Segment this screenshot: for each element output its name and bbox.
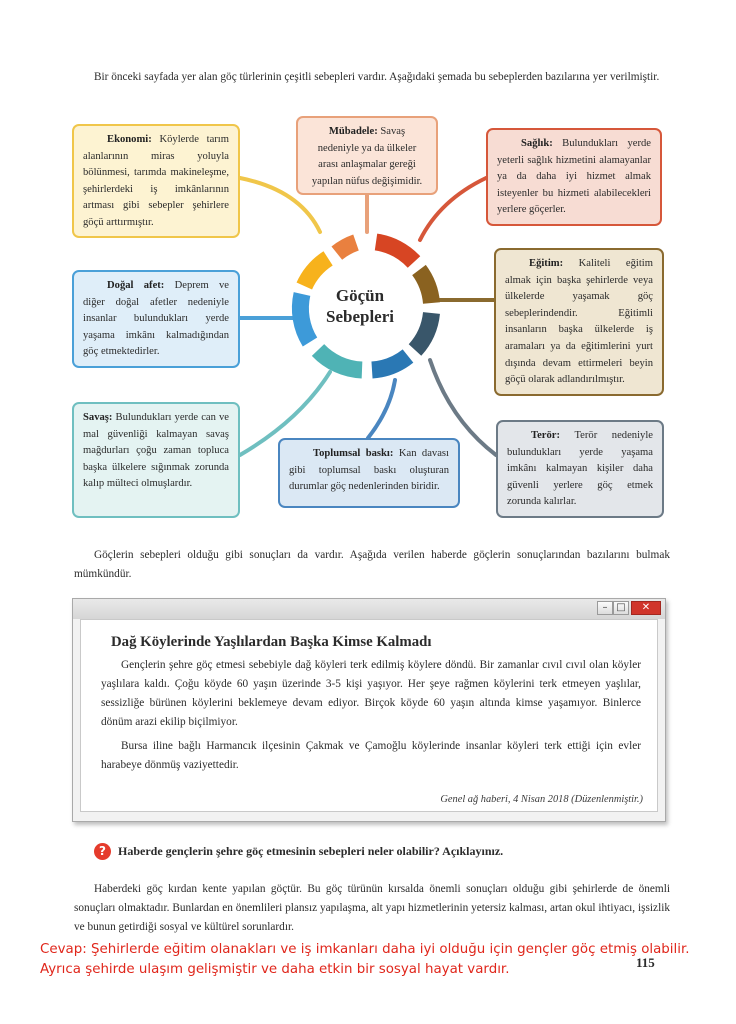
news-body [80, 619, 658, 812]
news-text [101, 656, 641, 775]
window-titlebar [73, 599, 665, 619]
news-paragraph-2: Bursa iline bağlı Harmancık ilçesinin Çakmak ve Çamoğlu köylerinde insanlar köyleri terk ettiği için evler harabeye dönmüş vaziyettedir. [101, 740, 641, 771]
cause-title: Doğal afet: [107, 280, 165, 291]
ring-segment-teror [415, 313, 432, 350]
cause-text: Kan davası gibi toplumsal baskı oluşturan durumlar göç nedenlerinden biridir. [289, 448, 449, 493]
minimize-button[interactable]: – [597, 601, 613, 615]
question-text: Haberde gençlerin şehre göç etmesinin sebepleri neler olabilir? Açıklayınız. [118, 844, 504, 858]
cause-box-egitim [494, 248, 664, 396]
results-intro-paragraph: Göçlerin sebepleri olduğu gibi sonuçları da vardır. Aşağıda verilen haberde göçlerin sonuçlarından bazılarını bulmak mümkündür. [74, 549, 670, 580]
maximize-button[interactable]: □ [613, 601, 629, 615]
cause-box-toplumsal-baski [278, 438, 460, 508]
ring-segment-egitim [419, 270, 432, 303]
ring-segment-mubadele [337, 243, 356, 254]
ring-segment-saglik [376, 242, 414, 262]
news-title: Dağ Köylerinde Yaşlılardan Başka Kimse Kalmadı [111, 634, 432, 650]
cause-box-savas [72, 402, 240, 518]
intro-paragraph: Bir önceki sayfada yer alan göç türlerinin çeşitli sebepleri vardır. Aşağıdaki şemada bu sebeplerden bazılarına yer verilmiştir. [94, 71, 660, 83]
cause-title: Mübadele: [328, 126, 378, 137]
cause-text: Bulundukları yerde can ve mal güvenliği kalmayan savaş mağdurları çoğu zaman topluca başka ülkelere sığınmak zorunda kalıp mülteci olmuşlardır. [83, 412, 229, 490]
hub-title-line1: Göçün [335, 286, 385, 305]
cause-title: Terör: [531, 430, 561, 441]
cause-title: Eğitim: [529, 258, 564, 269]
cause-title: Ekonomi: [107, 134, 152, 145]
ring-segment-savas [318, 350, 362, 370]
news-window [72, 598, 666, 822]
cause-text: Terör nedeniyle bulundukları yerde yaşama imkânı kalmayan kişiler daha güvenli yerlere göç etmek zorunda kalırlar. [507, 430, 653, 508]
hub-title-line2: Sebepleri [326, 307, 394, 326]
cause-text: Deprem ve diğer doğal afetler nedeniyle insanlar bulundukları yerde yaşama imkânı kalmadığından göç etmektedirler. [83, 280, 229, 358]
question-icon: ? [94, 843, 111, 860]
cause-text: Bulundukları yerde yeterli sağlık hizmetini alamayanlar ya da daha iyi hizmet almak isteyenler bu hizmeti alabilecekleri yerlere göçerler. [497, 138, 651, 216]
results-paragraph: Haberdeki göç kırdan kente yapılan göçtür. Bu göç türünün kırsalda önemli sonuçları olduğu gibi şehirlerde de önemli sonuçları olmaktadır. Bunlardan en önemlileri plansız yapılaşma, alt yapı hizmetlerinin yetersiz kalması, artan okul ihtiyacı, işsizlik ve bunun getirdiği sosyal ve kültürel sorunlardır. [74, 883, 670, 933]
news-source: Genel ağ haberi, 4 Nisan 2018 (Düzenlenmiştir.) [440, 794, 643, 805]
cause-box-teror [496, 420, 664, 518]
cause-title: Sağlık: [521, 138, 553, 149]
cause-text: Kaliteli eğitim almak için başka şehirlerde veya ülkelerde yaşamak göç sebeplerindendir. Eğitimli insanların başka ülkelerde iş aramaları ya da eğitimlerini yurt dışında devam ettirmeleri beyin göçü olarak adlandırılmıştır. [505, 258, 653, 386]
cause-text: Savaş nedeniyle ya da ülkeler arası anlaşmalar gereği yapılan nüfus değişimidir. [311, 126, 423, 187]
ring-segment-dogal [300, 294, 310, 342]
diagram-hub [316, 262, 404, 350]
news-paragraph-1: Gençlerin şehre göç etmesi sebebiyle dağ köyleri terk edilmiş köylere döndü. Bir zamanlar cıvıl cıvıl olan köyler yaşlılara kaldı. Çoğu köyde 60 yaşın üzerinde 3-5 kişi yaşıyor. Her şeye rağmen köylerini terk etmeyen yaşlılar, sessizliğe bürünen köylerini beklemeye devam ediyor. Birçok köyde 60 yaşın altında kimse yaşamıyor. Binlerce dönüm arazi ekilip biçilmiyor. [101, 659, 641, 728]
cause-title: Toplumsal baskı: [313, 448, 394, 459]
cause-text: Köylerde tarım alanlarının miras yoluyla bölünmesi, tarımda makineleşme, şehirlerdeki iş imkânlarının artması gibi sebepler şehirlere göçü arttırmıştır. [83, 134, 229, 228]
cause-title: Savaş: [83, 412, 113, 423]
connector-toplumsal [368, 380, 395, 438]
cause-box-ekonomi [72, 124, 240, 238]
ring-segment-toplumsal [372, 356, 408, 370]
cause-box-saglik [486, 128, 662, 226]
cause-box-mubadele [296, 116, 438, 195]
page-number: 115 [636, 955, 655, 970]
close-button[interactable]: ✕ [631, 601, 661, 615]
answer-text: Cevap: Şehirlerde eğitim olanakları ve iş imkanları daha iyi olduğu için gençler göç etmiş olabilir. Ayrıca şehirde ulaşım gelişmiştir ve daha etkin bir sosyal hayat vardır. [40, 942, 690, 977]
cause-box-dogal-afet [72, 270, 240, 368]
